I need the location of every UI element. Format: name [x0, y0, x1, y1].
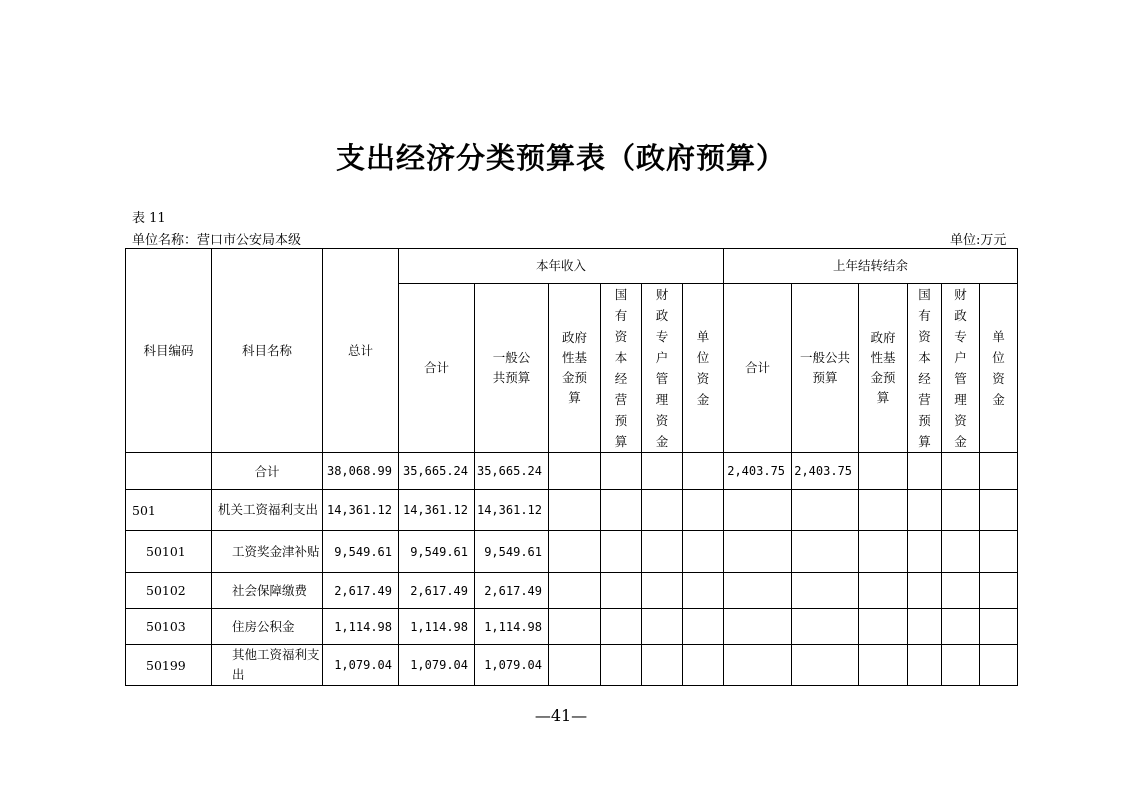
cell-value	[942, 609, 980, 645]
cell-value	[980, 573, 1018, 609]
header-sub-total-2: 合计	[724, 284, 792, 453]
cell-value	[549, 453, 601, 490]
cell-code: 50199	[126, 645, 212, 686]
cell-value: 14,361.12	[323, 490, 399, 531]
header-code: 科目编码	[126, 249, 212, 453]
header-sub-state-capital-2: 国有资本经营预算	[908, 284, 942, 453]
cell-value	[942, 573, 980, 609]
header-sub-general-2: 一般公共预算	[792, 284, 859, 453]
table-row	[126, 453, 1018, 490]
cell-code: 50102	[126, 573, 212, 609]
cell-value	[601, 573, 642, 609]
cell-value	[792, 531, 859, 573]
cell-value: 9,549.61	[399, 531, 475, 573]
cell-value: 38,068.99	[323, 453, 399, 490]
cell-value	[859, 609, 908, 645]
cell-value	[683, 490, 724, 531]
cell-name: 住房公积金	[212, 609, 323, 645]
table-row	[126, 609, 1018, 645]
cell-value: 2,617.49	[323, 573, 399, 609]
cell-value	[549, 531, 601, 573]
cell-value	[724, 645, 792, 686]
cell-value	[549, 490, 601, 531]
cell-value	[549, 609, 601, 645]
cell-value: 2,403.75	[724, 453, 792, 490]
table-row	[126, 490, 1018, 531]
cell-value	[642, 609, 683, 645]
cell-value	[908, 573, 942, 609]
cell-value	[724, 490, 792, 531]
cell-value	[908, 609, 942, 645]
cell-code: 50103	[126, 609, 212, 645]
cell-value	[601, 490, 642, 531]
cell-value	[549, 573, 601, 609]
cell-value	[601, 609, 642, 645]
cell-value	[601, 645, 642, 686]
cell-value	[683, 609, 724, 645]
cell-value	[980, 645, 1018, 686]
cell-code: 50101	[126, 531, 212, 573]
cell-value	[980, 453, 1018, 490]
cell-value	[601, 453, 642, 490]
cell-value: 14,361.12	[399, 490, 475, 531]
cell-code: 501	[126, 490, 212, 531]
cell-value	[942, 531, 980, 573]
cell-name: 工资奖金津补贴	[212, 531, 323, 573]
table-row	[126, 573, 1018, 609]
cell-value	[683, 453, 724, 490]
cell-value	[549, 645, 601, 686]
header-carryover: 上年结转结余	[724, 249, 1018, 284]
cell-value: 2,403.75	[792, 453, 859, 490]
header-sub-unit-funds: 单位资金	[683, 284, 724, 453]
cell-value: 1,114.98	[323, 609, 399, 645]
cell-value	[642, 573, 683, 609]
header-name: 科目名称	[212, 249, 323, 453]
cell-value: 1,079.04	[399, 645, 475, 686]
table-row	[126, 645, 1018, 686]
cell-value	[642, 453, 683, 490]
cell-code	[126, 453, 212, 490]
cell-value	[908, 453, 942, 490]
cell-value: 1,114.98	[475, 609, 549, 645]
cell-value: 9,549.61	[475, 531, 549, 573]
cell-value	[942, 490, 980, 531]
cell-value	[859, 453, 908, 490]
cell-value	[792, 573, 859, 609]
table-row	[126, 531, 1018, 573]
cell-value	[642, 645, 683, 686]
cell-name: 机关工资福利支出	[212, 490, 323, 531]
cell-value	[908, 490, 942, 531]
header-sub-state-capital: 国有资本经营预算	[601, 284, 642, 453]
cell-value	[724, 609, 792, 645]
header-sub-unit-funds-2: 单位资金	[980, 284, 1018, 453]
budget-table	[125, 248, 1018, 686]
cell-value	[792, 490, 859, 531]
cell-value: 35,665.24	[475, 453, 549, 490]
cell-value	[792, 609, 859, 645]
header-total: 总计	[323, 249, 399, 453]
cell-value: 1,079.04	[323, 645, 399, 686]
header-sub-special-account-2: 财政专户管理资金	[942, 284, 980, 453]
page-number: —41—	[534, 706, 588, 725]
currency-unit: 单位:万元	[950, 233, 1007, 248]
cell-value	[980, 531, 1018, 573]
cell-value	[980, 609, 1018, 645]
cell-value	[642, 531, 683, 573]
cell-name: 社会保障缴费	[212, 573, 323, 609]
header-sub-total: 合计	[399, 284, 475, 453]
cell-value: 14,361.12	[475, 490, 549, 531]
cell-name: 其他工资福利支出	[212, 645, 323, 686]
cell-value	[859, 573, 908, 609]
cell-value: 1,079.04	[475, 645, 549, 686]
cell-value	[792, 645, 859, 686]
cell-value: 1,114.98	[399, 609, 475, 645]
cell-value: 2,617.49	[399, 573, 475, 609]
cell-value	[859, 645, 908, 686]
cell-value	[683, 645, 724, 686]
cell-value	[908, 531, 942, 573]
cell-value: 9,549.61	[323, 531, 399, 573]
cell-value	[942, 453, 980, 490]
header-sub-fund: 政府性基金预算	[549, 284, 601, 453]
cell-value	[908, 645, 942, 686]
cell-value	[859, 531, 908, 573]
cell-value	[683, 573, 724, 609]
unit-name: 单位名称：营口市公安局本级	[132, 233, 302, 248]
header-sub-general: 一般公共预算	[475, 284, 549, 453]
cell-name: 合计	[212, 453, 323, 490]
cell-value: 2,617.49	[475, 573, 549, 609]
cell-value	[980, 490, 1018, 531]
cell-value	[859, 490, 908, 531]
cell-value	[642, 490, 683, 531]
cell-value: 35,665.24	[399, 453, 475, 490]
cell-value	[724, 531, 792, 573]
cell-value	[683, 531, 724, 573]
page-title: 支出经济分类预算表（政府预算）	[335, 141, 786, 175]
cell-value	[601, 531, 642, 573]
header-sub-special-account: 财政专户管理资金	[642, 284, 683, 453]
cell-value	[942, 645, 980, 686]
table-number: 表 11	[132, 211, 166, 226]
header-sub-fund-2: 政府性基金预算	[859, 284, 908, 453]
cell-value	[724, 573, 792, 609]
header-current-income: 本年收入	[399, 249, 724, 284]
